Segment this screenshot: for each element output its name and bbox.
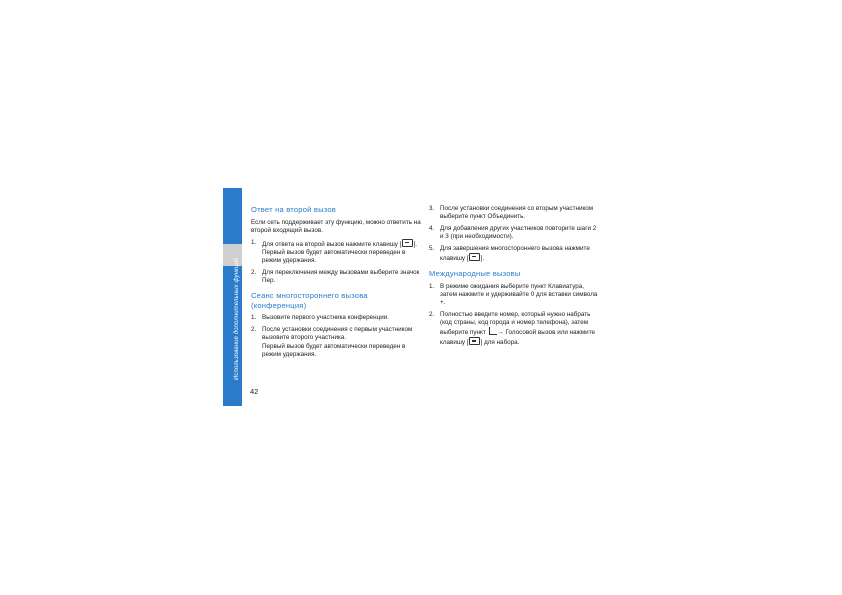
steps-list-conference-cont — [429, 205, 599, 263]
list-item — [251, 269, 421, 285]
step-note: Первый вызов будет автоматически переведен в режим удержания. — [262, 249, 406, 265]
list-item — [429, 245, 599, 263]
step-number: 3. — [429, 205, 435, 212]
step-text-end: ]. — [413, 240, 417, 248]
end-key-icon — [469, 253, 480, 261]
step-text-end: ]. — [480, 255, 485, 263]
list-item — [429, 225, 599, 241]
step-text-mid: → Голосовой вызов или нажмите клавишу [ — [440, 329, 596, 347]
step-text: Для ответа на второй вызов нажмите клавишу [ — [262, 240, 402, 248]
step-text: Для переключения между вызовами выберите значок Пер. — [262, 269, 420, 285]
list-item — [429, 311, 599, 348]
steps-list-international — [429, 283, 599, 348]
step-text: После установки соединения со вторым участником выберите пункт Объединить. — [440, 205, 594, 221]
list-item — [251, 326, 421, 359]
section-intro: Если сеть поддерживает эту функцию, можно ответить на второй входящий вызов. — [251, 218, 421, 234]
step-text: Для добавления других участников повторите шаги 2 и 3 (при необходимости). — [440, 224, 597, 241]
section-title-second-call: Ответ на второй вызов — [251, 205, 337, 214]
steps-list-conference — [251, 314, 421, 359]
step-number: 5. — [429, 244, 435, 252]
step-text: Вызовите первого участника конференции. — [262, 314, 390, 322]
call-key-icon — [469, 337, 480, 345]
list-item — [429, 283, 599, 308]
list-item — [251, 314, 421, 322]
step-text-end: ] для набора. — [480, 339, 520, 347]
step-number: 4. — [429, 224, 435, 232]
side-tab-label: Использование дополнительных функций — [234, 257, 240, 380]
step-number: 2. — [251, 326, 257, 334]
steps-list-second-call — [251, 239, 421, 286]
step-number: 2. — [429, 310, 435, 318]
step-number: 1. — [251, 314, 257, 322]
step-number: 1. — [429, 282, 435, 290]
step-number: 2. — [251, 269, 257, 277]
left-column — [251, 205, 421, 362]
call-key-icon — [402, 239, 413, 247]
page-number: 42 — [250, 387, 259, 396]
step-number: 1. — [251, 238, 257, 246]
section-title-international: Международные вызовы — [429, 269, 521, 279]
options-softkey-icon — [489, 327, 497, 335]
step-text: Полностью введите номер, который нужно набрать (код страны, код города и номер телефона), затем выберите пункт — [440, 310, 591, 337]
step-note: Первый вызов будет автоматически переведен в режим удержания. — [262, 342, 406, 358]
list-item — [429, 205, 599, 221]
right-column — [429, 205, 599, 351]
step-text: В режиме ожидания выберите пункт Клавиатура, затем нажмите и удерживайте 0 для вставки символа +. — [440, 282, 598, 307]
step-text: Для завершения многостороннего вызова нажмите клавишу [ — [440, 244, 590, 263]
list-item — [251, 239, 421, 266]
step-text: После установки соединения с первым участником вызовите второго участника. — [262, 326, 413, 342]
section-title-conference: Сеанс многостороннего вызова (конференция) — [251, 291, 368, 310]
